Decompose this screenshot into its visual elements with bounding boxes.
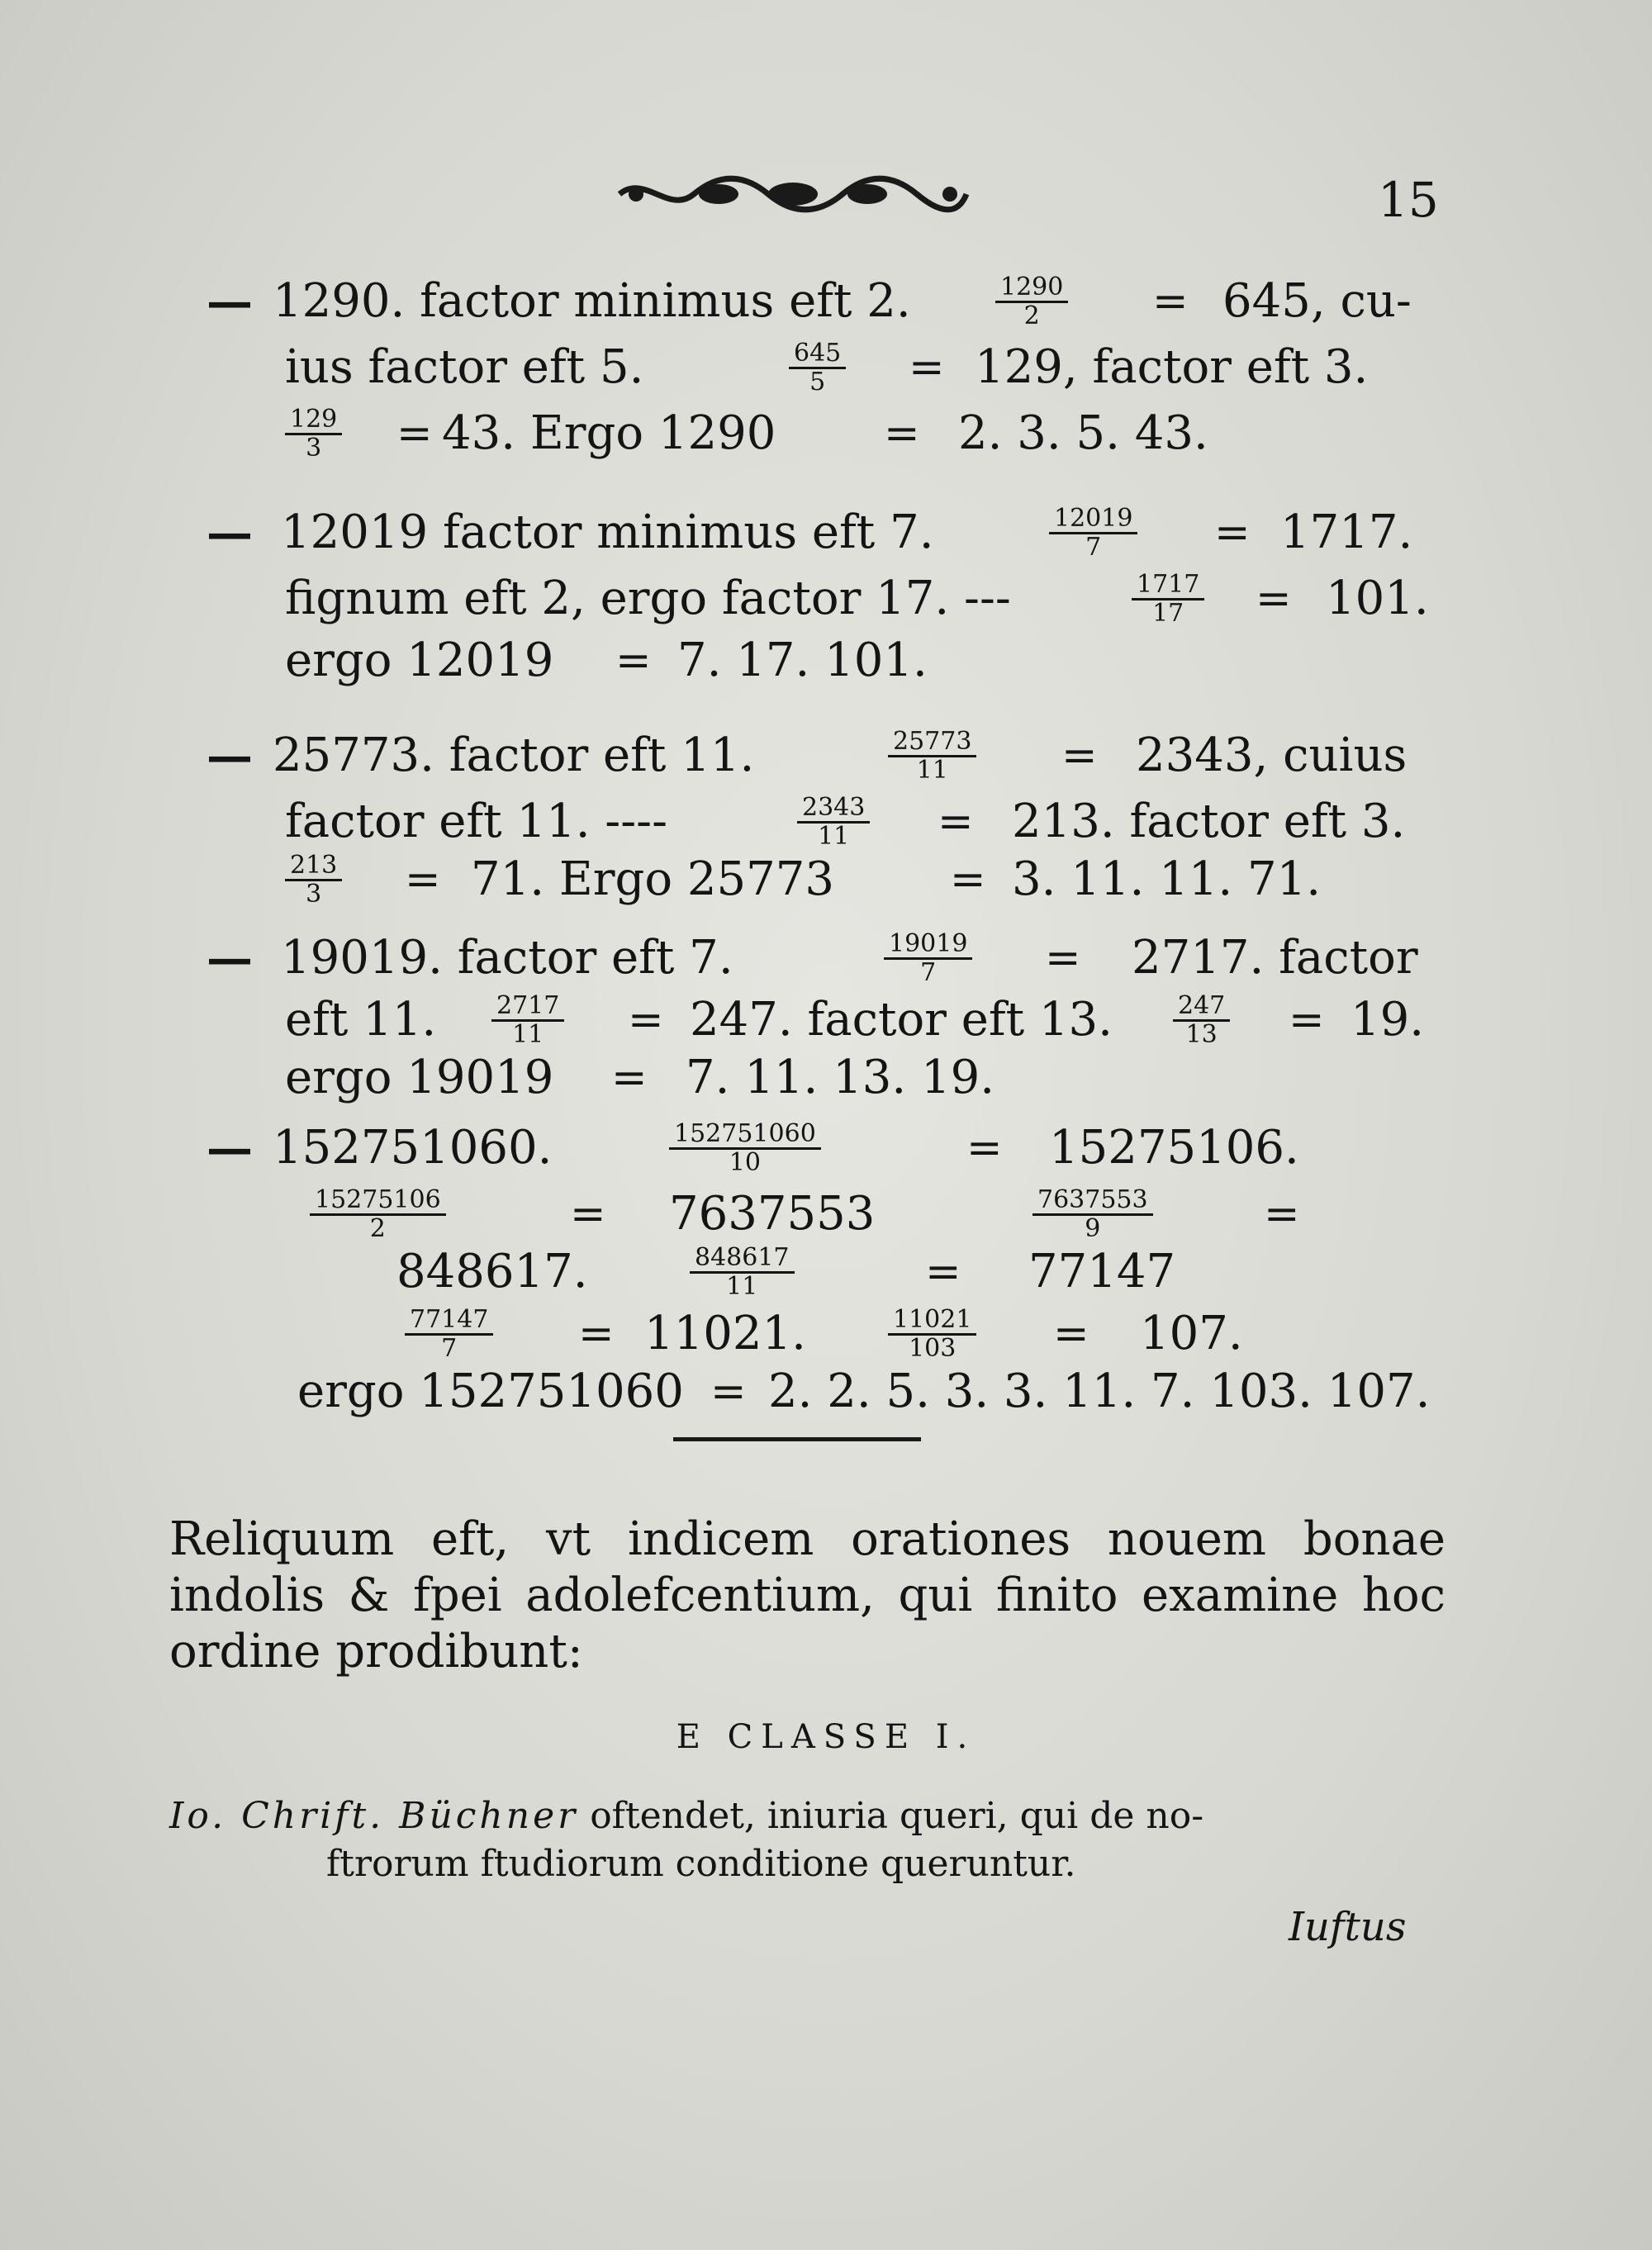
student-name: Io. Chrift. Büchner xyxy=(169,1795,579,1837)
fraction xyxy=(491,987,564,1053)
dash-mark: — xyxy=(206,274,253,329)
text: 2343, cuius xyxy=(1136,729,1408,782)
page-number: 15 xyxy=(1378,172,1439,228)
entry-text: oftendet, iniuria queri, qui de no- xyxy=(590,1795,1204,1837)
text: 15275106. xyxy=(1049,1121,1299,1175)
denominator: 11 xyxy=(818,821,850,851)
block1-line2 xyxy=(0,335,1652,401)
numerator: 1290 xyxy=(995,274,1068,303)
text: 7. 11. 13. 19. xyxy=(686,1051,995,1104)
denominator: 10 xyxy=(729,1147,761,1177)
numerator: 11021 xyxy=(888,1307,976,1336)
text: 43. Ergo 1290 xyxy=(442,406,776,460)
fraction xyxy=(1032,1181,1153,1247)
denominator: 9 xyxy=(1085,1213,1101,1243)
equals-sign: = xyxy=(570,1189,603,1239)
block1-line3 xyxy=(0,401,1652,467)
fraction xyxy=(888,723,976,789)
fraction xyxy=(1132,566,1204,632)
numerator: 247 xyxy=(1173,993,1230,1022)
fraction xyxy=(995,268,1068,335)
text: 25773. factor eft 11. xyxy=(273,729,755,782)
text: 2. 2. 5. 3. 3. 11. 7. 103. 107. xyxy=(768,1365,1431,1418)
block4-line3 xyxy=(0,1045,1652,1111)
fraction xyxy=(888,1301,976,1367)
numerator: 19019 xyxy=(884,931,972,960)
numerator: 213 xyxy=(285,852,342,881)
fraction xyxy=(789,335,846,401)
numerator: 77147 xyxy=(405,1307,493,1336)
catchword: Iuftus xyxy=(1289,1904,1407,1950)
block5-line4 xyxy=(0,1301,1652,1367)
denominator: 3 xyxy=(306,879,322,909)
text: 7. 17. 101. xyxy=(677,634,928,687)
text: 2717. factor xyxy=(1132,931,1418,985)
text: ergo 19019 xyxy=(285,1051,554,1104)
text: 107. xyxy=(1140,1307,1243,1360)
fraction xyxy=(405,1301,493,1367)
text: 7637553 xyxy=(669,1187,876,1241)
equals-sign: = xyxy=(909,343,942,392)
numerator: 7637553 xyxy=(1032,1187,1153,1216)
dash-mark: — xyxy=(206,931,253,985)
section-rule xyxy=(673,1437,921,1441)
equals-sign: = xyxy=(611,1053,644,1103)
block2-line3 xyxy=(0,628,1652,694)
dash-mark: — xyxy=(206,1121,253,1175)
text: 213. factor eft 3. xyxy=(1012,795,1406,848)
numerator: 15275106 xyxy=(310,1187,446,1216)
block5-line1 xyxy=(0,1115,1652,1181)
block4-line1 xyxy=(0,925,1652,991)
denominator: 13 xyxy=(1185,1019,1218,1049)
equals-sign: = xyxy=(925,1247,958,1297)
denominator: 7 xyxy=(920,957,937,987)
fraction xyxy=(690,1239,795,1305)
block5-line5 xyxy=(0,1359,1652,1425)
equals-sign: = xyxy=(1214,508,1247,558)
fraction xyxy=(797,789,870,855)
text: ergo 12019 xyxy=(285,634,554,687)
oration-entry xyxy=(169,1792,1446,1888)
equals-sign: = xyxy=(1289,995,1322,1045)
denominator: 103 xyxy=(909,1333,957,1363)
denominator: 2 xyxy=(369,1213,386,1243)
equals-sign: = xyxy=(615,636,648,686)
fraction xyxy=(285,847,342,913)
numerator: 848617 xyxy=(690,1245,795,1274)
text: ergo 152751060 xyxy=(297,1365,684,1418)
text: factor eft 11. ---- xyxy=(285,795,667,848)
ornament-icon xyxy=(611,169,975,219)
numerator: 1717 xyxy=(1132,572,1204,600)
denominator: 2 xyxy=(1023,301,1040,330)
equals-sign: = xyxy=(884,409,917,458)
text: 19. xyxy=(1351,993,1425,1047)
numerator: 12019 xyxy=(1049,506,1137,534)
text: 1290. factor minimus eft 2. xyxy=(273,274,911,328)
equals-sign: = xyxy=(938,797,971,847)
dash-mark: — xyxy=(206,729,253,783)
block1-line1 xyxy=(0,268,1652,335)
equals-sign: = xyxy=(966,1123,999,1173)
denominator: 11 xyxy=(512,1019,544,1049)
text: 1717. xyxy=(1280,506,1413,559)
denominator: 7 xyxy=(441,1333,458,1363)
numerator: 645 xyxy=(789,340,846,369)
denominator: 17 xyxy=(1152,598,1184,628)
text: 2. 3. 5. 43. xyxy=(958,406,1208,460)
equals-sign: = xyxy=(1045,933,1078,983)
denominator: 3 xyxy=(306,433,322,463)
equals-sign: = xyxy=(396,409,430,458)
fraction xyxy=(310,1181,446,1247)
text: 77147 xyxy=(1028,1245,1176,1298)
numerator: 152751060 xyxy=(669,1121,821,1150)
fraction xyxy=(285,401,342,467)
denominator: 11 xyxy=(916,755,948,785)
text: eft 11. xyxy=(285,993,437,1047)
text: 129, factor eft 3. xyxy=(975,340,1369,394)
fraction xyxy=(1173,987,1230,1053)
equals-sign: = xyxy=(405,855,438,904)
text: ius factor eft 5. xyxy=(285,340,644,394)
dash-mark: — xyxy=(206,506,253,560)
numerator: 129 xyxy=(285,406,342,435)
text: 101. xyxy=(1326,572,1429,625)
equals-sign: = xyxy=(628,995,661,1045)
equals-sign: = xyxy=(710,1367,743,1417)
block4-line2 xyxy=(0,987,1652,1053)
text: 247. factor eft 13. xyxy=(690,993,1113,1047)
block5-line2 xyxy=(0,1181,1652,1247)
equals-sign: = xyxy=(1152,277,1185,326)
block2-line2 xyxy=(0,566,1652,632)
block5-line3 xyxy=(0,1239,1652,1305)
block3-line1 xyxy=(0,723,1652,789)
equals-sign: = xyxy=(578,1309,611,1359)
block2-line1 xyxy=(0,500,1652,566)
fraction xyxy=(669,1115,821,1181)
denominator: 11 xyxy=(726,1271,758,1301)
text: fignum eft 2, ergo factor 17. --- xyxy=(285,572,1011,625)
text: 3. 11. 11. 71. xyxy=(1012,852,1322,906)
text: 19019. factor eft 7. xyxy=(281,931,733,985)
block3-line2 xyxy=(0,789,1652,855)
numerator: 2717 xyxy=(491,993,564,1022)
numerator: 25773 xyxy=(888,729,976,757)
equals-sign: = xyxy=(1256,574,1289,624)
block3-line3 xyxy=(0,847,1652,913)
equals-sign: = xyxy=(1053,1309,1086,1359)
text: 152751060. xyxy=(273,1121,553,1175)
closing-paragraph: Reliquum eft, vt indicem orationes nouem bonae indolis & fpei adolefcentium, qui finito examine hoc ordine prodibunt: xyxy=(169,1512,1446,1678)
classe-heading: E CLASSE I. xyxy=(676,1718,976,1756)
equals-sign: = xyxy=(1264,1189,1297,1239)
text: 71. Ergo 25773 xyxy=(471,852,835,906)
text: 11021. xyxy=(644,1307,806,1360)
fraction xyxy=(1049,500,1137,566)
text: 12019 factor minimus eft 7. xyxy=(281,506,934,559)
denominator: 5 xyxy=(809,367,826,396)
numerator: 2343 xyxy=(797,795,870,824)
text: 848617. xyxy=(396,1245,588,1298)
text: 645, cu- xyxy=(1222,274,1412,328)
denominator: 7 xyxy=(1085,532,1102,562)
equals-sign: = xyxy=(950,855,983,904)
entry-continuation: ftrorum ftudiorum conditione queruntur. xyxy=(326,1843,1076,1885)
equals-sign: = xyxy=(1061,731,1094,781)
fraction xyxy=(884,925,972,991)
